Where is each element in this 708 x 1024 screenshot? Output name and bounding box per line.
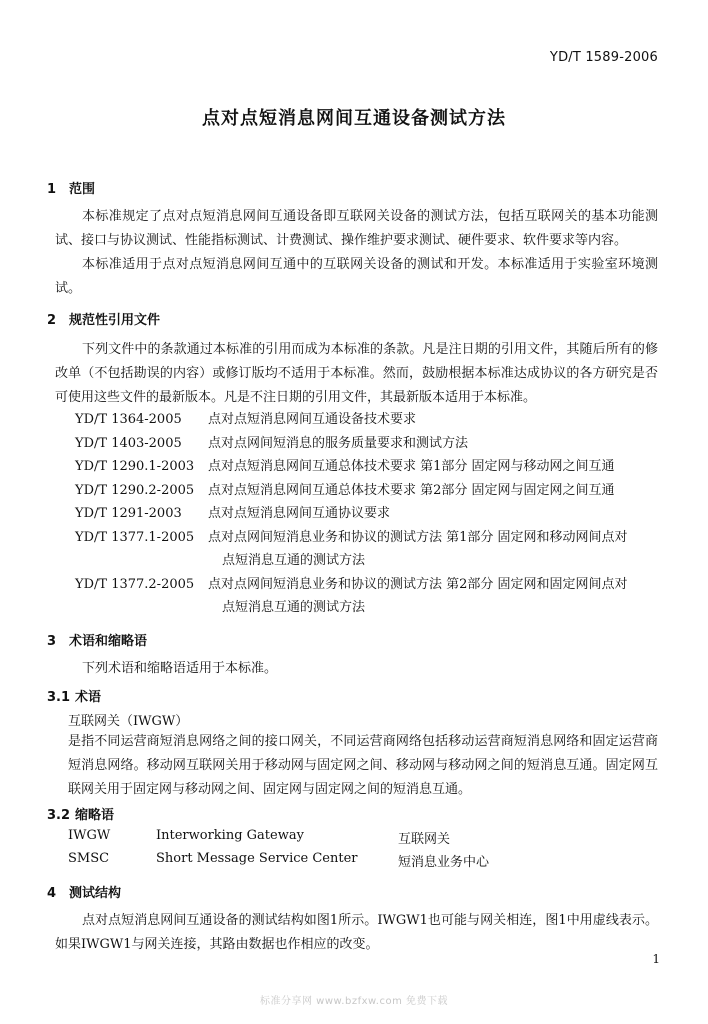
reference-item [75,455,665,479]
section-title: 术语和缩略语 [69,634,148,649]
reference-code: YD/T 1364-2005 [75,412,182,427]
section-title: 规范性引用文件 [69,313,161,328]
reference-code: YD/T 1403-2005 [75,435,182,451]
reference-item [75,479,665,503]
abbreviation-chinese: 互联网关 [398,832,451,847]
reference-code: YD/T 1290.1-2003 [75,459,195,474]
subsection-number: 3.1 [47,690,71,705]
reference-code: YD/T 1377.1-2005 [75,529,195,545]
section-number: 4 [47,886,57,901]
reference-title: 点对点网间短消息业务和协议的测试方法 第1部分 固定网和移动网间点对 点短消息互通的测试方法 [208,529,628,568]
abbreviation-row [68,851,628,870]
section-1-paragraph-1: 本标准规定了点对点短消息网间互通设备即互联网关设备的测试方法，包括互联网关的基本功能测试、接口与协议测试、性能指标测试、计费测试、操作维护要求测试、硬件要求、软件要求等内容。 [55,209,658,248]
section-title: 范围 [69,182,96,197]
reference-item [75,432,665,456]
subsection-title: 术语 [75,690,102,705]
subsection-number: 3.2 [47,808,71,823]
section-number: 3 [47,634,57,649]
section-2-paragraph-1: 下列文件中的条款通过本标准的引用而成为本标准的条款。凡是注日期的引用文件，其随后所有的修改单（不包括勘误的内容）或修订版均不适用于本标准。然而，鼓励根据本标准达成协议的各方研究是否可使用这些文件的最新版本。凡是不注日期的引用文件，其最新版本适用于本标准。 [55,342,658,405]
section-3-paragraph-1: 下列术语和缩略语适用于本标准。 [82,661,278,676]
abbreviation: IWGW [68,828,111,843]
section-1-heading [47,178,95,197]
footer-watermark: 标准分享网 www.bzfxw.com 免费下载 [260,996,448,1007]
section-4-heading [47,882,121,901]
section-4-paragraph-1: 点对点短消息网间互通设备的测试结构如图1所示。IWGW1也可能与网关相连，图1中用虚线表示。如果IWGW1与网关连接，其路由数据也作相应的改变。 [55,913,658,952]
reference-item [75,526,665,573]
reference-list [75,408,665,620]
subsection-3-1-heading [47,686,101,705]
page-number: 1 [652,952,660,966]
abbreviation-chinese: 短消息业务中心 [398,855,490,870]
reference-title: 点对点短消息网间互通总体技术要求 第2部分 固定网与固定网之间互通 [208,482,615,498]
reference-item [75,573,665,620]
reference-title: 点对点短消息网间互通协议要求 [208,506,391,521]
term-title: 互联网关（IWGW） [68,714,189,729]
section-number: 2 [47,313,57,328]
subsection-3-2-heading [47,804,114,823]
reference-title: 点对点短消息网间互通总体技术要求 第1部分 固定网与移动网之间互通 [208,459,615,474]
section-1-paragraph-2: 本标准适用于点对点短消息网间互通中的互联网关设备的测试和开发。本标准适用于实验室环境测试。 [55,257,658,296]
abbreviation-english: Interworking Gateway [156,828,304,843]
abbreviation-row [68,828,628,847]
abbreviation-english: Short Message Service Center [156,851,358,866]
reference-title: 点对点网间短消息的服务质量要求和测试方法 [208,435,469,451]
reference-title: 点对点短消息网间互通设备技术要求 [208,412,417,427]
section-2-heading [47,309,160,328]
term-definition: 是指不同运营商短消息网络之间的接口网关，不同运营商网络包括移动运营商短消息网络和固定运营商短消息网络。移动网互联网关用于移动网与固定网之间、移动网与移动网之间的短消息互通。固定网互联网关用于固定网与移动网之间、固定网与固定网之间的短消息互通。 [68,734,658,797]
section-title: 测试结构 [69,886,122,901]
reference-code: YD/T 1290.2-2005 [75,482,195,498]
reference-code: YD/T 1377.2-2005 [75,576,195,592]
reference-item [75,408,665,432]
section-number: 1 [47,182,57,197]
section-3-heading [47,630,147,649]
page-title: 点对点短消息网间互通设备测试方法 [202,108,506,129]
reference-code: YD/T 1291-2003 [75,506,182,521]
reference-item [75,502,665,526]
abbreviation: SMSC [68,851,110,866]
document-code: YD/T 1589-2006 [549,50,658,65]
subsection-title: 缩略语 [75,808,115,823]
reference-title: 点对点网间短消息业务和协议的测试方法 第2部分 固定网和固定网间点对 点短消息互通的测试方法 [208,576,628,615]
